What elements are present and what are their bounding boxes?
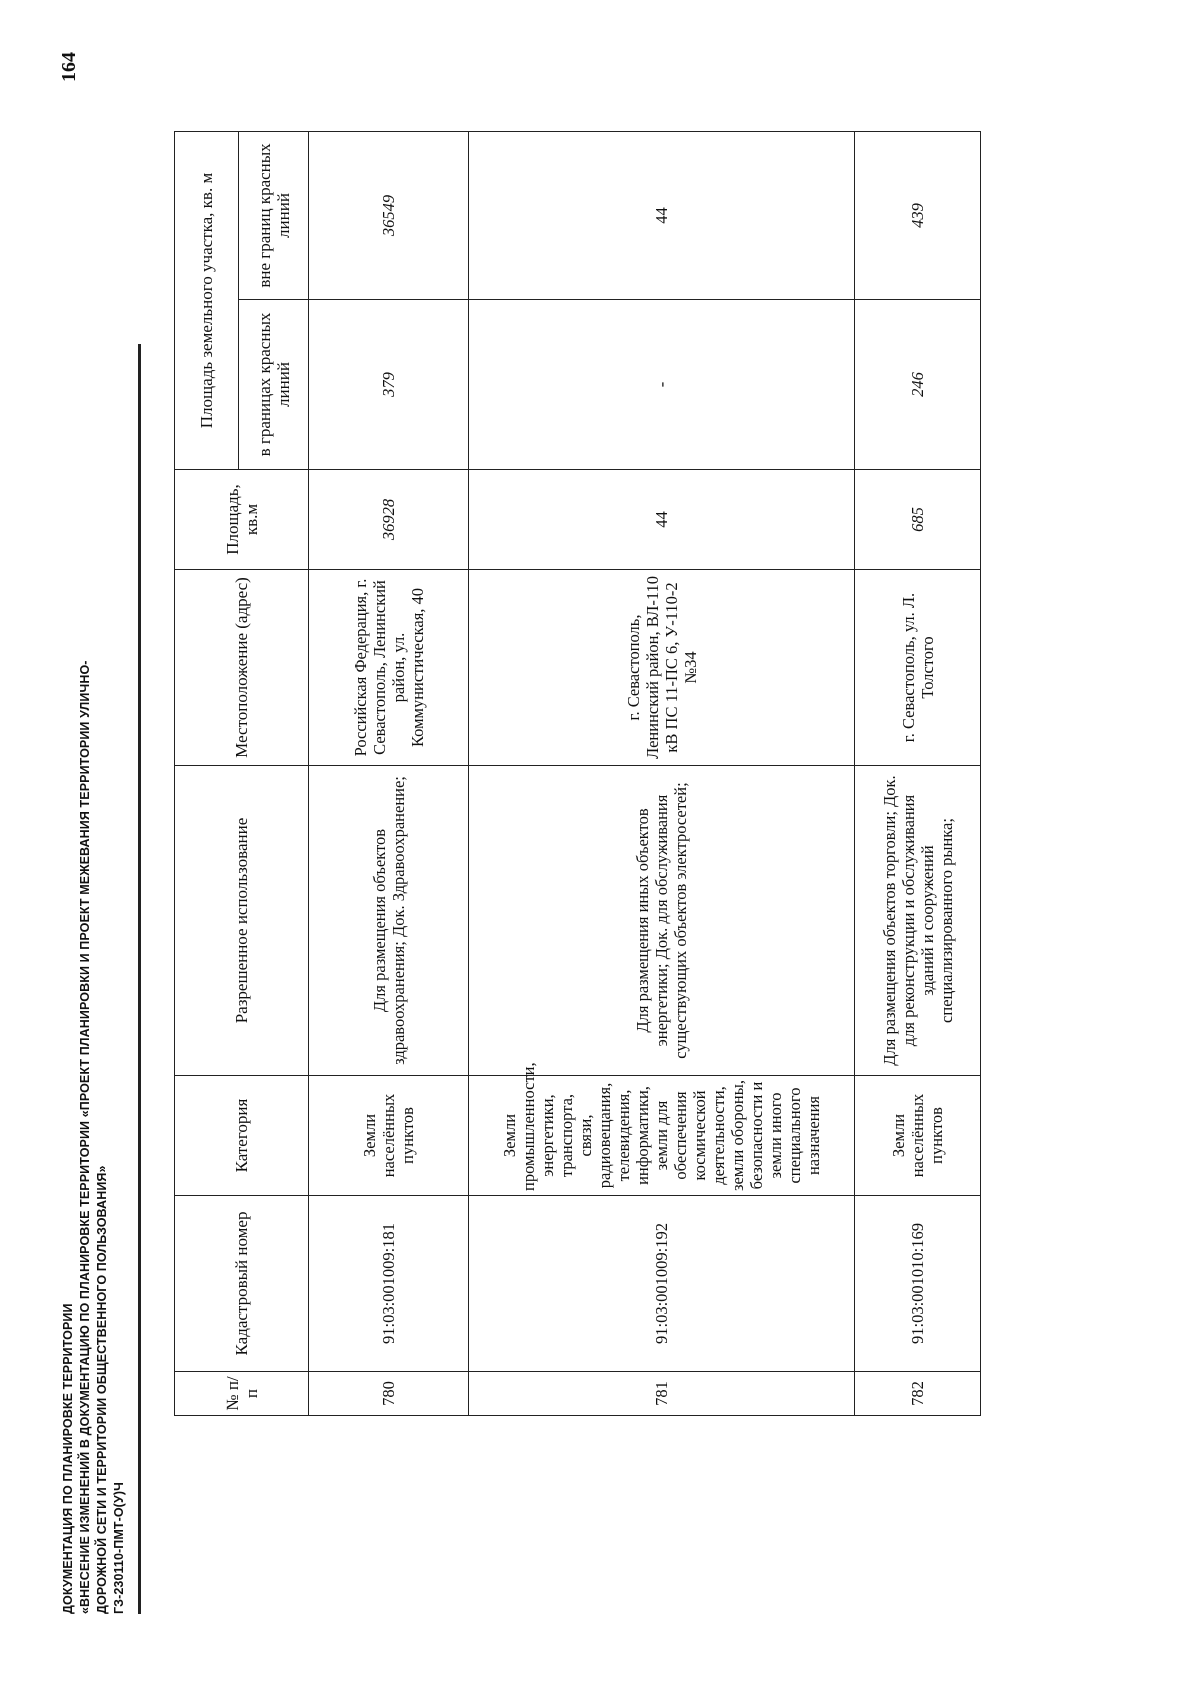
row-area: 685 [855, 470, 981, 570]
row-area: 36928 [309, 470, 469, 570]
row-location: г. Севастополь, ул. Л. Толстого [855, 570, 981, 766]
document-header [60, 314, 128, 1614]
row-permitted-use: Для размещения иных объектов энергетики; Док. для обслуживания существующих объектов электросетей; [469, 766, 855, 1076]
header-line-2: «ВНЕСЕНИЕ ИЗМЕНЕНИЙ В ДОКУМЕНТАЦИЮ ПО ПЛАНИРОВКЕ ТЕРРИТОРИИ «ПРОЕКТ ПЛАНИРОВКИ И ПРОЕКТ МЕЖЕВАНИЯ ТЕРРИТОРИИ УЛИЧНО- [78, 660, 92, 1614]
row-inside: 379 [309, 300, 469, 470]
table-row [855, 131, 981, 1415]
row-inside: - [469, 300, 855, 470]
col-header-cadastral: Кадастровый номер [175, 1196, 309, 1372]
table-header-row [175, 131, 239, 1415]
row-permitted-use: Для размещения объектов торговли; Док. для реконструкции и обслуживания зданий и сооружений специализированного рынка; [855, 766, 981, 1076]
row-cadastral: 91:03:001009:181 [309, 1196, 469, 1372]
row-cadastral: 91:03:001009:192 [469, 1196, 855, 1372]
col-header-category: Категория [175, 1076, 309, 1196]
col-header-location: Местоположение (адрес) [175, 570, 309, 766]
table-row [469, 131, 855, 1415]
row-inside: 246 [855, 300, 981, 470]
col-header-permitted-use: Разрешенное использование [175, 766, 309, 1076]
row-num: 780 [309, 1372, 469, 1416]
row-outside: 44 [469, 131, 855, 299]
col-header-inside-red-lines: в границах красных линий [239, 300, 309, 470]
row-num: 782 [855, 1372, 981, 1416]
header-divider [138, 344, 141, 1614]
col-header-land-area-group: Площадь земельного участка, кв. м [175, 131, 239, 469]
page-number: 164 [58, 52, 80, 82]
header-line-3: ДОРОЖНОЙ СЕТИ И ТЕРРИТОРИИ ОБЩЕСТВЕННОГО ПОЛЬЗОВАНИЯ» [95, 1165, 109, 1614]
col-header-num: № п/п [175, 1372, 309, 1416]
row-category: Земли населённых пунктов [855, 1076, 981, 1196]
header-line-1: ДОКУМЕНТАЦИЯ ПО ПЛАНИРОВКЕ ТЕРРИТОРИИ [61, 1303, 75, 1614]
row-location: Российская Федерация, г. Севастополь, Ленинский район, ул. Коммунистическая, 40 [309, 570, 469, 766]
row-area: 44 [469, 470, 855, 570]
row-outside: 36549 [309, 131, 469, 299]
col-header-area: Площадь, кв.м [175, 470, 309, 570]
row-location: г. Севастополь, Ленинский район, ВЛ-110 кВ ПС 11-ПС 6, У-110-2 №34 [469, 570, 855, 766]
row-permitted-use: Для размещения объектов здравоохранения; Док. Здравоохранение; [309, 766, 469, 1076]
row-category: Земли промышленности, энергетики, транспорта, связи, радиовещания, телевидения, информатики, земли для обеспечения космической деятельности, земли обороны, безопасности и земли иного специального назначения [469, 1076, 855, 1196]
table-row [309, 131, 469, 1415]
land-plots-table [174, 131, 981, 1416]
row-outside: 439 [855, 131, 981, 299]
row-cadastral: 91:03:001010:169 [855, 1196, 981, 1372]
row-num: 781 [469, 1372, 855, 1416]
header-line-4: ГЗ-230110-ПМТ-О(У)Ч [112, 1482, 126, 1614]
col-header-outside-red-lines: вне границ красных линий [239, 131, 309, 299]
row-category: Земли населённых пунктов [309, 1076, 469, 1196]
